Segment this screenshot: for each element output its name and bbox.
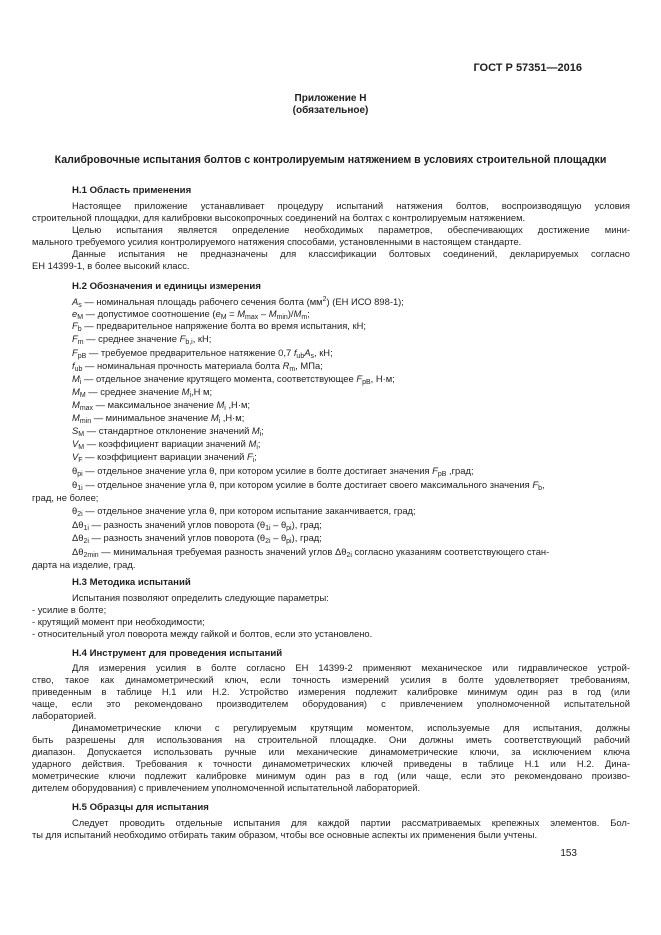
definition-dtheta-1i: $\Delta\theta_{1i}$ — разность значений углов поворота $(\theta_{1i} - \theta_{pi})$, град; bbox=[72, 519, 322, 532]
paragraph-line: Испытания позволяют определить следующие параметры: bbox=[72, 592, 329, 603]
definition-as: $A_s$ — номинальная площадь рабочего сечения болта $(мм^2)$ (ЕН ИСО 898-1); bbox=[72, 295, 404, 309]
annex-title: Приложение Н bbox=[294, 93, 367, 104]
main-title: Калибровочные испытания болтов с контролируемым натяжением в условиях строительной площадки bbox=[54, 154, 607, 166]
definition-vm: $V_M$ — коэффициент вариации значений $M_i$; bbox=[72, 438, 261, 451]
paragraph-line: ство, такое как динамометрический ключ, если точность измерений усилия в болте удовлетворяет требованиям, bbox=[32, 674, 630, 685]
definition-mmax: $M_{max}$ — максимальное значение $M_i$ ,Н·м; bbox=[72, 399, 250, 412]
paragraph-line: строительной площадки, для калибровки высокопрочных соединений на болтах с контролируемым натяжением. bbox=[32, 212, 526, 223]
definition-dtheta-2i: $\Delta\theta_{2i}$ — разность значений углов поворота $(\theta_{2i} - \theta_{pi})$, град; bbox=[72, 532, 322, 545]
definition-theta-1i-cont: град, не более; bbox=[32, 492, 99, 503]
definition-fpb: $F_{pB}$ — требуемое предварительное натяжение 0,7 $f_{ub}A_s$, кН; bbox=[72, 347, 333, 360]
definition-fm: $F_m$ — среднее значение $F_{b,i}$, кН; bbox=[72, 333, 212, 346]
paragraph-line: дителем оборудования) с привлечением уполномоченной испытательной лабораторией. bbox=[32, 782, 421, 793]
list-item: - относительный угол поворота между гайкой и болтов, если это установлено. bbox=[32, 628, 373, 639]
annex-status: (обязательное) bbox=[292, 105, 369, 116]
paragraph-line: приведенным в таблице Н.1 или Н.2. Устройство измерения подлежит калибровке минимум один раз в год (или bbox=[32, 686, 630, 697]
paragraph-line: Настоящее приложение устанавливает процедуру испытаний натяжения болтов, воспроизводящую условия bbox=[72, 200, 630, 211]
paragraph-line: Следует проводить отдельные испытания для каждой партии рассматриваемых крепежных элементов. Бол- bbox=[72, 817, 630, 828]
definition-theta-pi: $\theta_{pi}$ — отдельное значение угла θ, при котором усилие в болте достигает значения $F_{pB}$ ,град; bbox=[72, 465, 474, 478]
list-item: - усилие в болте; bbox=[32, 604, 107, 615]
paragraph-line: быть разрешены для использования на строительной площадке. Они должны иметь соответствующий рабочий bbox=[32, 734, 630, 745]
definition-mmin: $M_{min}$ — минимальное значение $M_i$ ,Н·м; bbox=[72, 412, 245, 425]
paragraph-line: мального требуемого усилия контролируемого натяжения способами, установленными в настоящем стандарте. bbox=[32, 236, 522, 247]
definition-theta-2i: $\theta_{2i}$ — отдельное значение угла θ, при котором испытание заканчивается, град; bbox=[72, 505, 416, 518]
paragraph-line: Данные испытания не предназначены для классификации болтовых соединений, декларируемых согласно bbox=[72, 248, 630, 259]
paragraph-line: ЕН 14399-1, в более высокий класс. bbox=[32, 260, 190, 271]
definition-dtheta-2min-cont: дарта на изделие, град. bbox=[32, 559, 136, 570]
section-5-title: Н.5 Образцы для испытания bbox=[72, 802, 209, 813]
definition-em: $e_M$ — допустимое соотношение $(e_M = M_{max} - M_{min})/M_m$; bbox=[72, 308, 310, 321]
paragraph-line: мометрические ключи подлежит калибровке минимум один раз в год (или чаще, если это рекомендовано произво- bbox=[32, 770, 630, 781]
section-3-title: Н.3 Методика испытаний bbox=[72, 577, 191, 588]
definition-fb: $F_b$ — предварительное напряжение болта во время испытания, кН; bbox=[72, 320, 366, 333]
definition-theta-1i: $\theta_{1i}$ — отдельное значение угла θ, при котором усилие в болте достигает своего максимального значения $F_b$, bbox=[72, 479, 545, 492]
paragraph-line: Целью испытания является определение необходимых параметров, обеспечивающих достижение мини- bbox=[72, 224, 630, 235]
paragraph-line: ударного действия. Требования к точности динамометрических ключей приведены в таблице Н.1 или Н.2. Дина- bbox=[32, 758, 630, 769]
definition-mm: $M_M$ — среднее значение $M_i,Н$ м; bbox=[72, 386, 213, 399]
definition-vf: $V_F$ — коэффициент вариации значений $F_i$; bbox=[72, 451, 257, 464]
paragraph-line: диапазон. Допускается использовать ручные или механические динамометрические ключи, за исключением ключа bbox=[32, 746, 630, 757]
paragraph-line: Динамометрические ключи с регулируемым крутящим моментом, используемые для испытания, должны bbox=[72, 722, 630, 733]
document-number: ГОСТ Р 57351—2016 bbox=[473, 62, 582, 74]
paragraph-line: ты для испытаний необходимо отбирать таким образом, чтобы все основные аспекты их применения были учтены. bbox=[32, 829, 538, 840]
definition-dtheta-2min: $\Delta\theta_{2min}$ — минимальная требуемая разность значений углов $\Delta\theta_{2i}$ согласно указаниям соответствующего стан- bbox=[72, 546, 550, 559]
definition-mi: $M_i$ — отдельное значение крутящего момента, соответствующее $F_{pB}$, Н·м; bbox=[72, 373, 395, 386]
definition-sm: $S_M$ — стандартное отклонение значений $M_i$; bbox=[72, 425, 264, 438]
paragraph-line: лабораторией. bbox=[32, 710, 97, 721]
section-4-title: Н.4 Инструмент для проведения испытаний bbox=[72, 648, 283, 659]
section-2-title: Н.2 Обозначения и единицы измерения bbox=[72, 281, 261, 292]
section-1-title: Н.1 Область применения bbox=[72, 185, 192, 196]
list-item: - крутящий момент при необходимости; bbox=[32, 616, 205, 627]
definition-fub: $f_{ub}$ — номинальная прочность материала болта $R_m$, МПа; bbox=[72, 360, 323, 373]
paragraph-line: чаще, если это рекомендовано производителем оборудования) с привлечением уполномоченной испытательной bbox=[32, 698, 630, 709]
page-number: 153 bbox=[560, 848, 577, 859]
paragraph-line: Для измерения усилия в болте согласно ЕН 14399-2 применяют механическое или гидравлическое устрой- bbox=[72, 662, 630, 673]
